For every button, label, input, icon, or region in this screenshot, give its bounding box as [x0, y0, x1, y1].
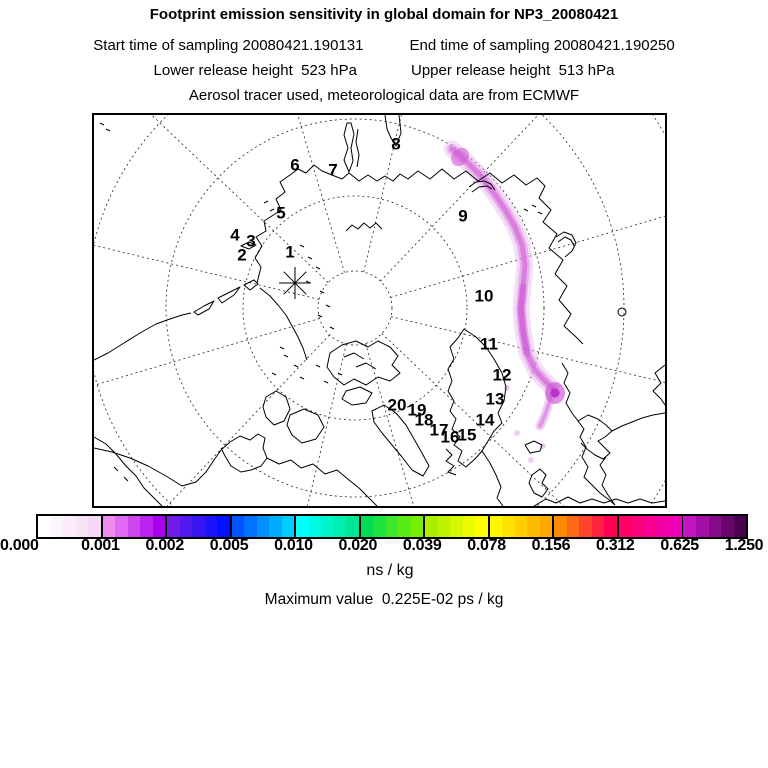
colorbar-cell: [269, 516, 282, 537]
upper-release-label: Upper release height 513 hPa: [411, 62, 615, 79]
colorbar-cell: [217, 516, 230, 537]
colorbar-cell: [140, 516, 153, 537]
trajectory-point-label: 5: [276, 203, 286, 223]
colorbar-cell: [656, 516, 669, 537]
trajectory-point-label: 8: [391, 134, 401, 154]
colorbar-cell: [167, 516, 180, 537]
colorbar-segment: [490, 516, 555, 537]
colorbar-tick: 0.078: [467, 537, 506, 554]
colorbar-tick: 0.312: [595, 537, 635, 554]
colorbar-cell: [592, 516, 605, 537]
colorbar-cell: [115, 516, 128, 537]
trajectory-point-label: 20: [387, 395, 407, 415]
colorbar-cell: [38, 516, 51, 537]
colorbar-cell: [76, 516, 89, 537]
colorbar-segment: [167, 516, 232, 537]
colorbar-cell: [63, 516, 76, 537]
trajectory-point-label: 7: [328, 160, 338, 180]
colorbar-cell: [604, 516, 617, 537]
colorbar-tick: 0.625: [660, 537, 699, 554]
colorbar-segment: [619, 516, 684, 537]
colorbar-cell: [51, 516, 64, 537]
lower-release-label: Lower release height 523 hPa: [153, 62, 357, 79]
colorbar-cell: [411, 516, 424, 537]
trajectory-point-label: 14: [475, 410, 495, 430]
colorbar-cell: [669, 516, 682, 537]
colorbar-cell: [373, 516, 386, 537]
trajectory-point-label: 19: [407, 400, 427, 420]
colorbar-tick-row: [0, 537, 768, 555]
colorbar-cell: [709, 516, 722, 537]
release-marker: [279, 267, 311, 299]
colorbar-cell: [540, 516, 553, 537]
colorbar-cell: [554, 516, 567, 537]
colorbar-cell: [321, 516, 334, 537]
colorbar-cell: [696, 516, 709, 537]
colorbar: [36, 514, 748, 539]
colorbar-cell: [361, 516, 374, 537]
colorbar-cell: [257, 516, 270, 537]
colorbar-cell: [683, 516, 696, 537]
colorbar-cell: [103, 516, 116, 537]
colorbar-cell: [346, 516, 359, 537]
colorbar-tick: 1.250: [724, 537, 764, 554]
colorbar-cell: [232, 516, 245, 537]
colorbar-tick: 0.000: [0, 537, 39, 554]
sampling-times-row: [0, 37, 768, 54]
colorbar-tick: 0.010: [274, 537, 313, 554]
colorbar-cell: [450, 516, 463, 537]
release-heights-row: [0, 62, 768, 79]
trajectory-point-label: 17: [429, 420, 449, 440]
colorbar-cell: [334, 516, 347, 537]
colorbar-cell: [527, 516, 540, 537]
colorbar-cell: [619, 516, 632, 537]
colorbar-cell: [502, 516, 515, 537]
colorbar-tick: 0.020: [338, 537, 378, 554]
colorbar-segment: [296, 516, 361, 537]
trajectory-point-label: 16: [440, 427, 460, 447]
colorbar-cell: [244, 516, 257, 537]
trajectory-point-label: 4: [230, 225, 240, 245]
colorbar-tick: 0.005: [209, 537, 249, 554]
polar-map-svg: [94, 115, 665, 506]
trajectory-point-label: 1: [285, 242, 295, 262]
trajectory-point-label: 13: [485, 389, 505, 409]
colorbar-cell: [579, 516, 592, 537]
colorbar-cell: [734, 516, 747, 537]
colorbar-cell: [721, 516, 734, 537]
colorbar-cell: [309, 516, 322, 537]
trajectory-point-label: 9: [458, 206, 468, 226]
colorbar-cell: [567, 516, 580, 537]
colorbar-segment: [361, 516, 426, 537]
colorbar-segment: [232, 516, 297, 537]
colorbar-cell: [463, 516, 476, 537]
colorbar-segment: [38, 516, 103, 537]
colorbar-cell: [88, 516, 101, 537]
colorbar-cell: [282, 516, 295, 537]
trajectory-point-label: 18: [414, 410, 434, 430]
colorbar-cell: [153, 516, 166, 537]
max-value-label: Maximum value 0.225E-02 ps / kg: [264, 591, 504, 608]
start-time-label: Start time of sampling 20080421.190131: [93, 37, 364, 54]
trajectory-point-label: 12: [492, 365, 512, 385]
polar-map-panel: [92, 113, 667, 508]
trajectory-point-label: 11: [480, 334, 498, 354]
trajectory-point-label: 3: [246, 231, 256, 251]
colorbar-cell: [180, 516, 193, 537]
colorbar-segment: [103, 516, 168, 537]
colorbar-segment: [554, 516, 619, 537]
colorbar-cell: [644, 516, 657, 537]
colorbar-cell: [205, 516, 218, 537]
colorbar-cell: [475, 516, 488, 537]
colorbar-cell: [425, 516, 438, 537]
colorbar-segment: [683, 516, 746, 537]
colorbar-cell: [490, 516, 503, 537]
tracer-info-label: Aerosol tracer used, meteorological data are from ECMWF: [188, 87, 580, 104]
trajectory-point-label: 6: [290, 155, 300, 175]
trajectory-point-label: 10: [474, 286, 494, 306]
colorbar-cell: [192, 516, 205, 537]
colorbar-tick: 0.002: [145, 537, 184, 554]
colorbar-cell: [438, 516, 451, 537]
colorbar-cell: [398, 516, 411, 537]
figure-title: Footprint emission sensitivity in global domain for NP3_20080421: [149, 6, 619, 23]
colorbar-cell: [128, 516, 141, 537]
trajectory-point-label: 15: [457, 425, 477, 445]
colorbar-cell: [631, 516, 644, 537]
colorbar-tick: 0.156: [531, 537, 571, 554]
colorbar-units-label: ns / kg: [366, 562, 414, 579]
trajectory-point-label: 2: [237, 245, 247, 265]
colorbar-tick: 0.039: [402, 537, 442, 554]
colorbar-cell: [386, 516, 399, 537]
colorbar-cell: [515, 516, 528, 537]
colorbar-segment: [425, 516, 490, 537]
colorbar-tick: 0.001: [81, 537, 120, 554]
end-time-label: End time of sampling 20080421.190250: [409, 37, 675, 54]
colorbar-cell: [296, 516, 309, 537]
